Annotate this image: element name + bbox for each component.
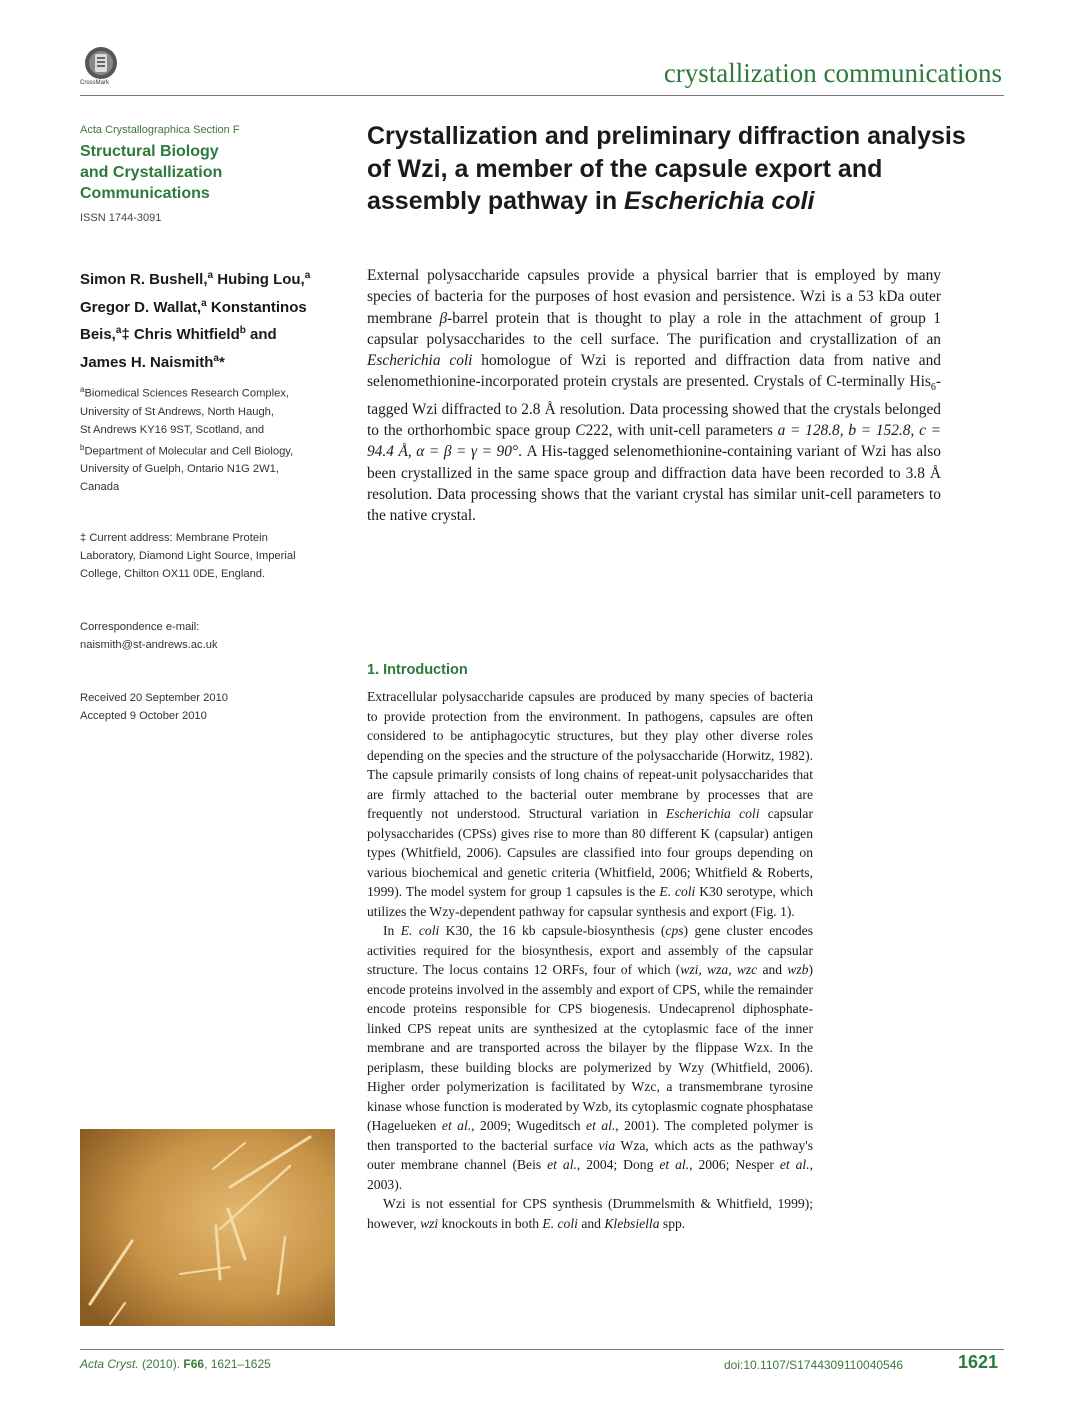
author-name: Gregor D. Wallat, — [80, 298, 202, 316]
introduction-body — [367, 687, 813, 1233]
crossmark-label: CrossMark — [80, 80, 110, 86]
author-name: Chris Whitfield — [129, 326, 240, 343]
author-name: Konstantinos — [206, 298, 307, 316]
author-name: Hubing Lou, — [213, 271, 305, 288]
paragraph: In E. coli K30, the 16 kb capsule-biosynthesis (cps) gene cluster encodes activities required for the biosynthesis, export and assembly of the capsular structure. The locus contains 12 ORFs, four of which (wzi, wza, wzc and wzb) encode proteins involved in the assembly and export of CPS, while the remainder encode proteins responsible for CPS biogenesis. Undecaprenol diphosphate-linked CPS repeat units are synthesized at the cytoplasmic face of the inner membrane and are transported across the bilayer by the flippase Wzx. In the periplasm, these building blocks are polymerized by Wzy (Whitfield, 2006). Higher order polymerization is facilitated by Wzc, a transmembrane tyrosine kinase whose function is moderated by Wzb, its cytoplasmic cognate phosphatase (Hagelueken et al., 2009; Wugeditsch et al., 2001). The completed polymer is then transported to the bacterial surface via Wza, which acts as the pathway's outer membrane channel (Beis et al., 2004; Dong et al., 2006; Nesper et al., 2003). — [367, 923, 814, 1192]
accepted-date: Accepted 9 October 2010 — [80, 710, 207, 722]
crystal-photograph — [80, 1129, 335, 1326]
author-name: James H. Naismith — [80, 353, 214, 371]
footer-divider — [80, 1349, 1004, 1350]
author-name: Simon R. Bushell, — [80, 271, 208, 288]
paragraph: Wzi is not essential for CPS synthesis (Drummelsmith & Whitfield, 1999); however, wzi knockouts in both E. coli and Klebsiella spp. — [367, 1196, 813, 1231]
section-heading-introduction: 1. Introduction — [367, 662, 468, 678]
current-address: ‡ Current address: Membrane Protein Laboratory, Diamond Light Source, Imperial College, Chilton OX11 0DE, England. — [80, 532, 296, 580]
author-list: Simon R. Bushell,$^a$ Hubing Lou,$^a$ Gregor D. Wallat,$^a$ Konstantinos Beis,$^a$‡ Chris Whitfield$^b$ and James H. Naismith$^a$* — [80, 270, 311, 371]
journal-name[interactable]: Structural Biology and Crystallization Communications — [80, 143, 223, 202]
correspondence: Correspondence e-mail: naismith@st-andrews.ac.uk — [80, 618, 340, 654]
affiliations: $^a$Biomedical Sciences Research Complex, University of St Andrews, North Haugh, St Andrews KY16 9ST, Scotland, and $^b$Department of Molecular and Cell Biology, University of Guelph, Ontario N1G 2W1, Canada — [80, 385, 294, 494]
journal-section: Acta Crystallographica Section F — [80, 124, 240, 136]
received-date: Received 20 September 2010 — [80, 692, 229, 704]
abstract: External polysaccharide capsules provide a physical barrier that is employed by many species of bacteria for the purposes of host evasion and persistence. Wzi is a 53 kDa outer membrane β-barrel protein that is thought to play a role in the attachment of group 1 capsular polysaccharides to the cell surface. The purification and crystallization of an Escherichia coli homologue of Wzi is reported and diffraction data from native and selenomethionine-incorporated protein crystals are presented. Crystals of C-terminally His$_6$-tagged Wzi diffracted to 2.8 Å resolution. Data processing showed that the crystals belonged to the orthorhombic space group C222, with unit-cell parameters a = 128.8, b = 152.8, c = 94.4 Å, α = β = γ = 90°. A His-tagged selenomethionine-containing variant of Wzi has also been crystallized in the same space group and diffraction data have been recorded to 3.8 Å resolution. Data processing shows that the variant crystal has similar unit-cell parameters to the native crystal. — [367, 267, 942, 525]
page-number: 1621 — [958, 1352, 999, 1372]
crossmark-logo[interactable] — [82, 46, 120, 90]
section-title: crystallization communications — [663, 58, 1002, 88]
correspondence-email-link[interactable]: naismith@st-andrews.ac.uk — [80, 639, 218, 651]
doi-link[interactable]: doi:10.1107/S1744309110040546 — [724, 1358, 904, 1372]
article-dates — [80, 689, 340, 725]
paragraph: Extracellular polysaccharide capsules are produced by many species of bacteria to provide protection from the environment. In pathogens, capsules are often considered to be antiphagocytic structures, but they play other diverse roles depending on the species and the structure of the polysaccharide (Horwitz, 1982). The capsule primarily consists of long chains of repeat-unit polysaccharides that are firmly attached to the bacterial outer membrane by processes that are frequently not understood. Structural variation in Escherichia coli capsular polysaccharides (CPSs) gives rise to more than 80 different K (capsular) antigen types (Whitfield, 2006). Capsules are classified into four groups depending on various biochemical and genetic criteria (Whitfield, 2006; Whitfield & Roberts, 1999). The model system for group 1 capsules is the E. coli K30 serotype, which utilizes the Wzy-dependent pathway for capsular synthesis and export (Fig. 1). — [367, 689, 813, 919]
paper-title: Crystallization and preliminary diffraction analysis of Wzi, a member of the capsule export and assembly pathway in Escherichia coli — [367, 122, 966, 215]
issn: ISSN 1744-3091 — [80, 212, 162, 224]
citation: Acta Cryst. (2010). F66, 1621–1625 — [80, 1357, 271, 1371]
header-divider — [80, 95, 1004, 96]
